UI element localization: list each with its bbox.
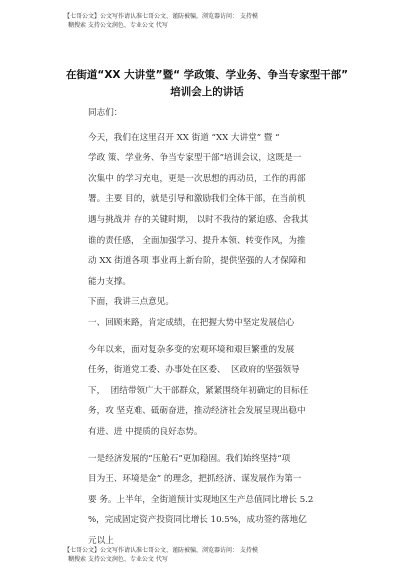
footer-banner-line-1: 【七哥公文】公文写作请认准七哥公文、谨防被骗，浏览器访问： 支持模 bbox=[64, 547, 258, 554]
paragraph-1-line: 谁的责任感， 全面加强学习、提升本领、转变作风，为推 bbox=[88, 235, 306, 246]
paragraph-1-line: 能力支撑。 bbox=[88, 276, 131, 287]
header-banner-line-2: 糊搜索 支持公文润色、专业公文 代写 bbox=[68, 22, 168, 29]
paragraph-4-line: 下， 团结带领广大干部群众，紧紧围绕年初确定的目标任 bbox=[88, 385, 309, 396]
greeting: 同志们： bbox=[88, 108, 123, 118]
paragraph-5-line: 目为王、环境是金” 的理念，把抓经济、谋发展作为第一 bbox=[88, 474, 302, 485]
section-heading-1: 一、回顾来路，肯定成绩，在把握大势中坚定发展信心 bbox=[88, 317, 295, 328]
paragraph-4-line: 任务，街道党工委、办事处在区委、 区政府的坚强领导 bbox=[88, 365, 300, 376]
paragraph-1-line: 今天，我们在这里召开 XX 街道 “XX 大讲堂” 暨 “ bbox=[88, 132, 280, 143]
paragraph-1-line: 学政 策、学业务、争当专家型干部”培训会议，这既是一 bbox=[88, 153, 302, 164]
footer-banner bbox=[64, 546, 354, 564]
paragraph-1-line: 遇与挑战并 存的关键时期， 以时不我待的紧迫感、舍我其 bbox=[88, 214, 309, 225]
paragraph-1-line: 次集中 的学习充电，更是一次思想的再动员，工作的再部 bbox=[88, 173, 306, 184]
document-title bbox=[62, 67, 352, 101]
paragraph-5-line: %，完成固定资产投资同比增长 10.5%，成功签约落地亿 bbox=[88, 515, 307, 526]
paragraph-5-line: 元以上 bbox=[88, 535, 114, 546]
footer-banner-line-2: 糊搜索 支持公文润色、专业公文 代写 bbox=[68, 556, 168, 563]
paragraph-4-line: 有进、进 中提质的良好态势。 bbox=[88, 426, 203, 437]
title-line-1: 在街道“XX 大讲堂”暨“ 学政策、学业务、争当专家型干部” bbox=[65, 69, 349, 81]
paragraph-2: 下面，我讲三点意见。 bbox=[88, 297, 174, 308]
paragraph-5-line: 要 务。上半年，全街道预计实现地区生产总值同比增长 5.2 bbox=[88, 494, 314, 505]
header-banner-line-1: 【七哥公文】公文写作请认准七哥公文、谨防被骗，浏览器访问： 支持模 bbox=[64, 13, 258, 20]
paragraph-1-line: 署。主要 目的，就是引导和激励我们全体干部，在当前机 bbox=[88, 194, 306, 205]
paragraph-5-line: 一是经济发展的“压舱石”更加稳固。我们始终坚持“项 bbox=[88, 453, 291, 464]
title-line-2: 培训会上的讲话 bbox=[170, 86, 244, 98]
paragraph-4-line: 今年以来，面对复杂多变的宏观环境和艰巨繁重的发展 bbox=[88, 344, 295, 355]
document-body bbox=[88, 103, 358, 551]
paragraph-1-line: 动 XX 街道各项 事业再上新台阶，提供坚强的人才保障和 bbox=[88, 256, 307, 267]
paragraph-4-line: 务，攻 坚克难、砥砺奋进，推动经济社会发展呈现出稳中 bbox=[88, 406, 306, 417]
header-banner bbox=[64, 12, 354, 30]
